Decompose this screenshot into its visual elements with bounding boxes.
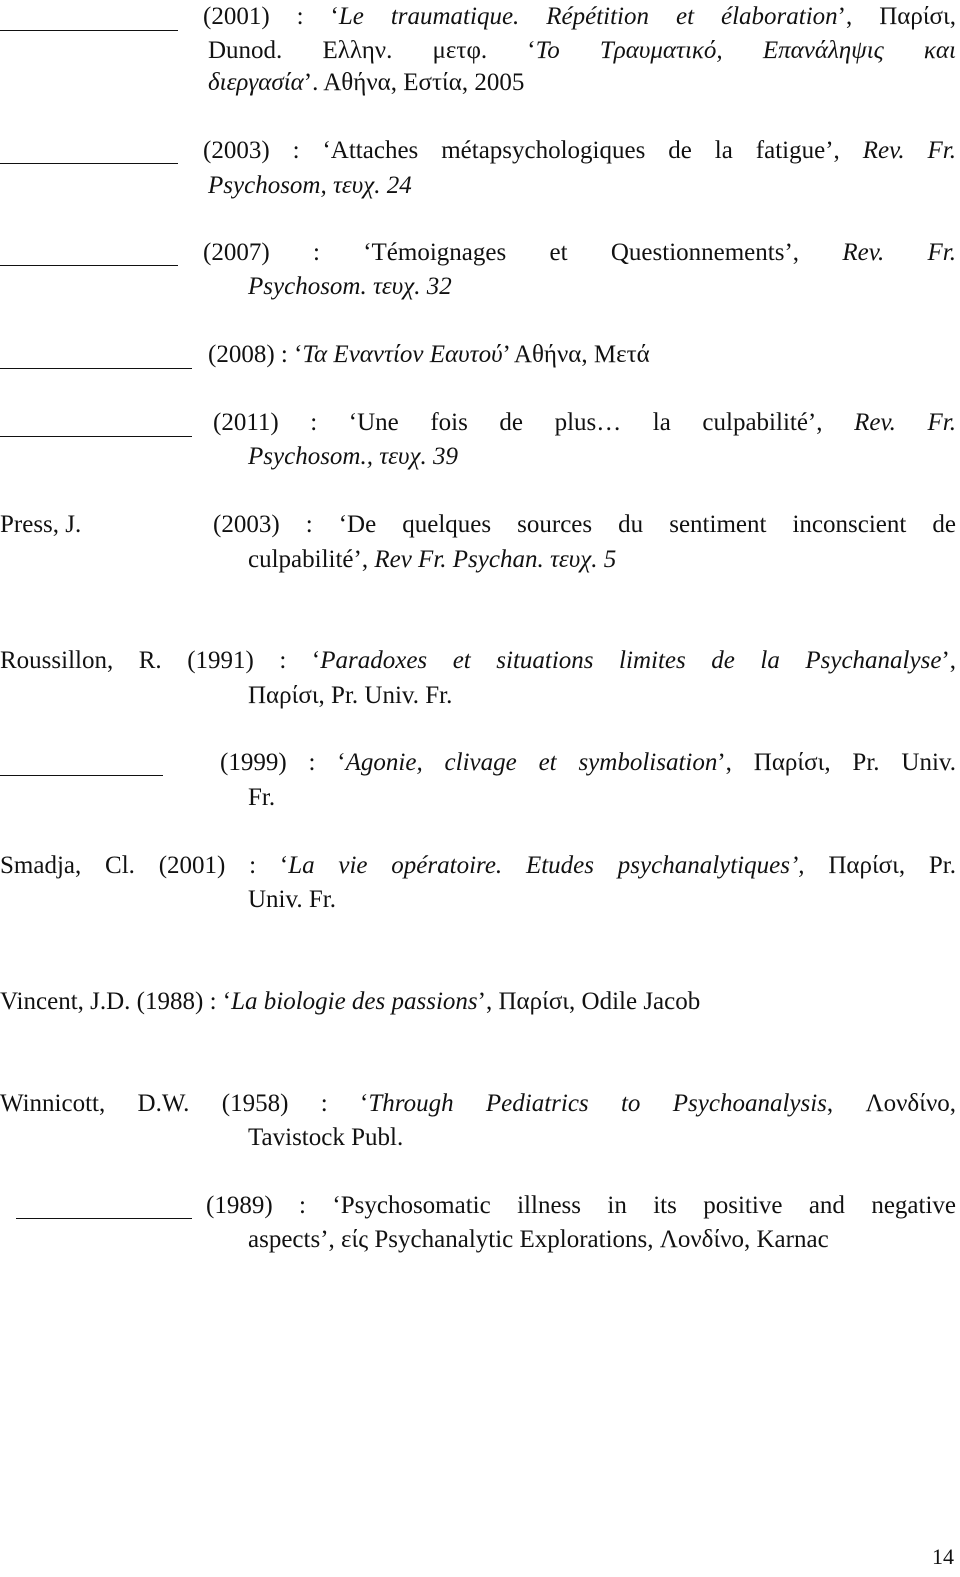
reference-line: (2007) : ‘Témoignages et Questionnements’, Rev. Fr.	[203, 239, 956, 266]
reference-line: (2001) : ‘Le traumatique. Répétition et élaboration’, Παρίσι,	[203, 3, 957, 30]
reference-line: (2011) : ‘Une fois de plus… la culpabilité’, Rev. Fr.	[213, 409, 956, 436]
reference-line: culpabilité’, Rev Fr. Psychan. τευχ. 5	[248, 546, 617, 573]
author-repeat-line	[16, 1218, 192, 1219]
reference-line: Fr.	[248, 784, 276, 811]
reference-line: Psychosom. τευχ. 32	[248, 273, 452, 300]
author-name: Smadja, Cl.	[0, 852, 135, 879]
author-repeat-line	[0, 163, 178, 164]
author-name: Press, J.	[0, 511, 82, 538]
author-repeat-line	[0, 436, 192, 437]
reference-line: Smadja, Cl. (2001) : ‘La vie opératoire. Etudes psychanalytiques’, Παρίσι, Pr.	[0, 852, 957, 879]
reference-line: Vincent, J.D. (1988) : ‘La biologie des passions’, Παρίσι, Odile Jacob	[0, 988, 701, 1015]
page-number: 14	[932, 1544, 954, 1569]
reference-line: aspects’, είς Psychanalytic Explorations, Λονδίνο, Karnac	[248, 1226, 829, 1253]
reference-line: Tavistock Publ.	[248, 1124, 404, 1151]
reference-line: διεργασία’. Αθήνα, Εστία, 2005	[208, 69, 525, 96]
author-repeat-line	[0, 265, 178, 266]
reference-line: Dunod. Ελλην. μετφ. ‘Το Τραυματικό, Επανάληψις και	[208, 37, 957, 64]
author-repeat-line	[0, 30, 178, 31]
reference-line: (1999) : ‘Agonie, clivage et symbolisation’, Παρίσι, Pr. Univ.	[220, 749, 957, 776]
reference-line: Psychosom, τευχ. 24	[208, 172, 412, 199]
reference-line: (2003) : ‘Attaches métapsychologiques de la fatigue’, Rev. Fr.	[203, 137, 956, 164]
reference-line: Παρίσι, Pr. Univ. Fr.	[248, 682, 453, 709]
reference-line: Psychosom., τευχ. 39	[248, 443, 458, 470]
author-name: Winnicott, D.W.	[0, 1090, 190, 1117]
reference-line: Univ. Fr.	[248, 886, 336, 913]
author-name: Vincent, J.D.	[0, 988, 131, 1015]
author-repeat-line	[0, 368, 192, 369]
reference-line: (2003) : ‘De quelques sources du sentiment inconscient de	[213, 511, 956, 538]
reference-line: (2008) : ‘Τα Εναντίον Εαυτού’ Αθήνα, Μετά	[208, 341, 650, 368]
reference-line: (1989) : ‘Psychosomatic illness in its positive and negative	[206, 1192, 956, 1219]
author-repeat-line	[0, 775, 163, 776]
reference-line: Winnicott, D.W. (1958) : ‘Through Pediatrics to Psychoanalysis, Λονδίνο,	[0, 1090, 956, 1117]
reference-line: Roussillon, R. (1991) : ‘Paradoxes et situations limites de la Psychanalyse’,	[0, 647, 957, 674]
author-name: Roussillon, R.	[0, 647, 162, 674]
